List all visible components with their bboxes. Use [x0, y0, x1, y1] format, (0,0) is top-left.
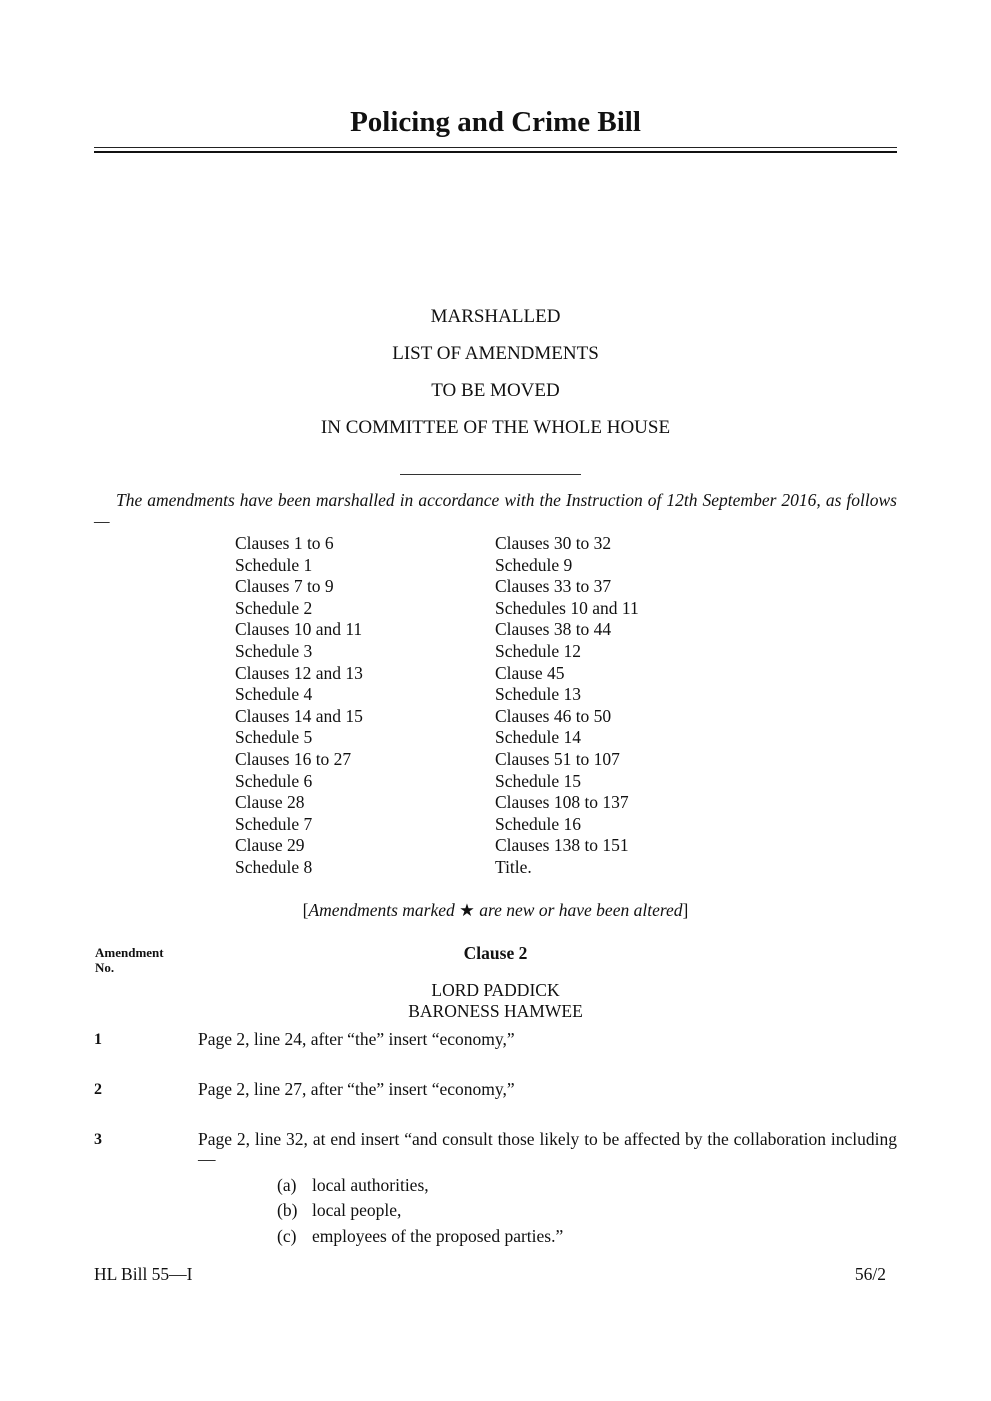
- order-item: Clauses 14 and 15: [235, 705, 363, 726]
- note-text-after: are new or have been altered: [474, 900, 683, 920]
- order-left-column: [235, 533, 363, 879]
- amendment-label-line2: No.: [95, 960, 115, 975]
- heading-line-marshalled: MARSHALLED: [430, 306, 561, 327]
- order-item: Clause 45: [495, 662, 565, 683]
- order-item: Clauses 1 to 6: [235, 533, 334, 553]
- amendment-label-line1: Amendment: [95, 945, 164, 960]
- order-item: Schedules 10 and 11: [495, 597, 639, 618]
- paragraph-label: (a): [277, 1175, 297, 1195]
- order-item: Schedule 5: [235, 727, 313, 748]
- order-item: Schedule 13: [495, 684, 582, 705]
- order-item: Clause 28: [235, 792, 305, 813]
- document-title: Policing and Crime Bill: [350, 106, 641, 138]
- paragraph-label: (b): [277, 1200, 298, 1220]
- title-rule-thin: [94, 147, 897, 148]
- order-item: Schedule 6: [235, 770, 313, 791]
- order-item: Schedule 3: [235, 640, 313, 661]
- order-item: Schedule 8: [235, 856, 313, 877]
- order-item: Schedule 14: [495, 727, 582, 748]
- paragraph-text: local people,: [312, 1200, 402, 1220]
- order-item: Schedule 2: [235, 597, 313, 618]
- order-item: Title.: [495, 856, 532, 877]
- order-item: Schedule 16: [495, 813, 582, 834]
- order-item: Schedule 12: [495, 640, 582, 661]
- note-close-bracket: ]: [682, 900, 689, 920]
- order-item: Schedule 9: [495, 554, 573, 575]
- intro-text: The amendments have been marshalled in accordance with the Instruction of 12th September 2016, as follows—: [94, 490, 897, 531]
- order-item: Clauses 33 to 37: [495, 576, 612, 597]
- amendment-paragraph: [277, 1175, 429, 1196]
- order-item: Clauses 51 to 107: [495, 748, 620, 769]
- amendment-paragraph: [277, 1226, 563, 1247]
- order-item: Clauses 138 to 151: [495, 835, 629, 856]
- amendment-text: Page 2, line 24, after “the” insert “economy,”: [198, 1029, 515, 1049]
- note-open-bracket: [: [302, 900, 309, 920]
- marshalling-intro: [94, 490, 897, 532]
- sponsor-name: LORD PADDICK: [431, 980, 560, 1000]
- order-item: Clauses 46 to 50: [495, 705, 612, 726]
- order-item: Clauses 16 to 27: [235, 748, 352, 769]
- amendment-paragraph: [277, 1200, 401, 1221]
- amendment-text: Page 2, line 27, after “the” insert “economy,”: [198, 1079, 515, 1099]
- amendment-number: 2: [94, 1081, 102, 1098]
- order-right-column: [495, 533, 639, 879]
- order-item: Schedule 1: [235, 554, 313, 575]
- order-item: Clauses 10 and 11: [235, 619, 363, 640]
- paragraph-label: (c): [277, 1226, 297, 1246]
- order-item: Clauses 7 to 9: [235, 576, 334, 597]
- heading-line-list-of-amendments: LIST OF AMENDMENTS: [392, 343, 599, 364]
- amendments-note: [0, 900, 991, 921]
- heading-line-to-be-moved: TO BE MOVED: [431, 380, 560, 401]
- note-text-before: Amendments marked: [308, 900, 460, 920]
- order-item: Clauses 108 to 137: [495, 792, 629, 813]
- order-item: Clauses 38 to 44: [495, 619, 612, 640]
- sponsor-name: BARONESS HAMWEE: [408, 1001, 583, 1021]
- order-item: Schedule 4: [235, 684, 313, 705]
- order-item: Schedule 7: [235, 813, 313, 834]
- clause-heading: Clause 2: [463, 943, 528, 963]
- order-item: Clauses 12 and 13: [235, 662, 363, 683]
- amendment-text: Page 2, line 32, at end insert “and consult those likely to be affected by the collaboration including—: [198, 1129, 897, 1169]
- title-rule-thick: [94, 151, 897, 153]
- print-reference: 56/2: [854, 1264, 886, 1284]
- order-item: Clauses 30 to 32: [495, 533, 612, 553]
- paragraph-text: employees of the proposed parties.”: [312, 1226, 564, 1246]
- bill-reference: HL Bill 55—I: [94, 1264, 193, 1284]
- section-divider: [400, 474, 581, 475]
- order-item: Clause 29: [235, 835, 305, 856]
- amendment-number: 3: [94, 1131, 102, 1148]
- heading-line-committee: IN COMMITTEE OF THE WHOLE HOUSE: [320, 417, 671, 438]
- amendment-number: 1: [94, 1031, 102, 1048]
- star-icon: ★: [459, 900, 475, 920]
- paragraph-text: local authorities,: [312, 1175, 429, 1195]
- order-item: Schedule 15: [495, 770, 582, 791]
